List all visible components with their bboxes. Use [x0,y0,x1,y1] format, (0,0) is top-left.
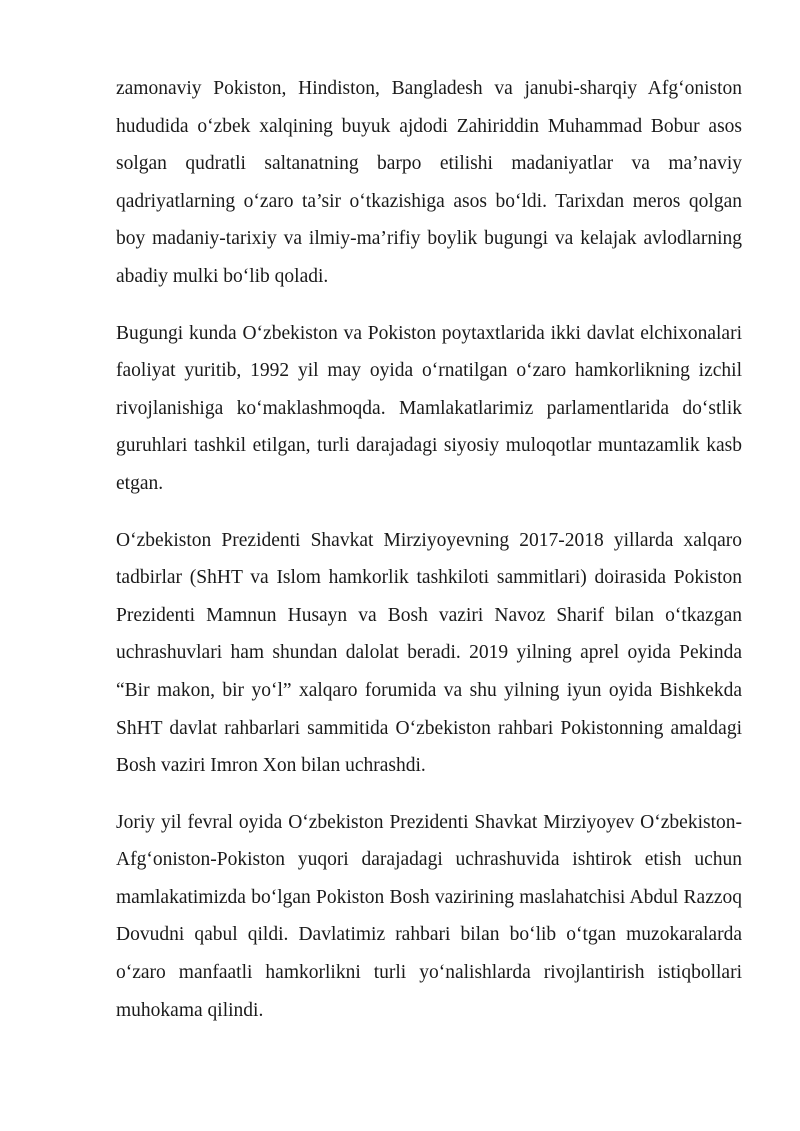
paragraph-4: Joriy yil fevral oyida O‘zbekiston Prezidenti Shavkat Mirziyoyev O‘zbekiston-Afg‘oniston-Pokiston yuqori darajadagi uchrashuvida ishtirok etish uchun mamlakatimizda bo‘lgan Pokiston Bosh vazirining maslahatchisi Abdul Razzoq Dovudni qabul qildi. Davlatimiz rahbari bilan bo‘lib o‘tgan muzokaralarda o‘zaro manfaatli hamkorlikni turli yo‘nalishlarda rivojlantirish istiqbollari muhokama qilindi. [116,811,742,1021]
paragraph-3: O‘zbekiston Prezidenti Shavkat Mirziyoyevning 2017-2018 yillarda xalqaro tadbirlar (ShHT va Islom hamkorlik tashkiloti sammitlari) doirasida Pokiston Prezidenti Mamnun Husayn va Bosh vaziri Navoz Sharif bilan o‘tkazgan uchrashuvlari ham shundan dalolat beradi. 2019 yilning aprel oyida Pekinda “Bir makon, bir yo‘l” xalqaro forumida va shu yilning iyun oyida Bishkekda ShHT davlat rahbarlari sammitida O‘zbekiston rahbari Pokistonning amaldagi Bosh vaziri Imron Xon bilan uchrashdi. [116,529,742,777]
paragraph-1: zamonaviy Pokiston, Hindiston, Bangladesh va janubi-sharqiy Afg‘oniston hududida o‘zbek xalqining buyuk ajdodi Zahiriddin Muhammad Bobur asos solgan qudratli saltanatning barpo etilishi madaniyatlar va ma’naviy qadriyatlarning o‘zaro ta’sir o‘tkazishiga asos bo‘ldi. Tarixdan meros qolgan boy madaniy-tarixiy va ilmiy-ma’rifiy boylik bugungi va kelajak avlodlarning abadiy mulki bo‘lib qoladi. [116,78,742,287]
document-body [116,70,742,1048]
paragraph-2: Bugungi kunda O‘zbekiston va Pokiston poytaxtlarida ikki davlat elchixonalari faoliyat yuritib, 1992 yil may oyida o‘rnatilgan o‘zaro hamkorlikning izchil rivojlanishiga ko‘maklashmoqda. Mamlakatlarimiz parlamentlarida do‘stlik guruhlari tashkil etilgan, turli darajadagi siyosiy muloqotlar muntazamlik kasb etgan. [116,322,742,494]
